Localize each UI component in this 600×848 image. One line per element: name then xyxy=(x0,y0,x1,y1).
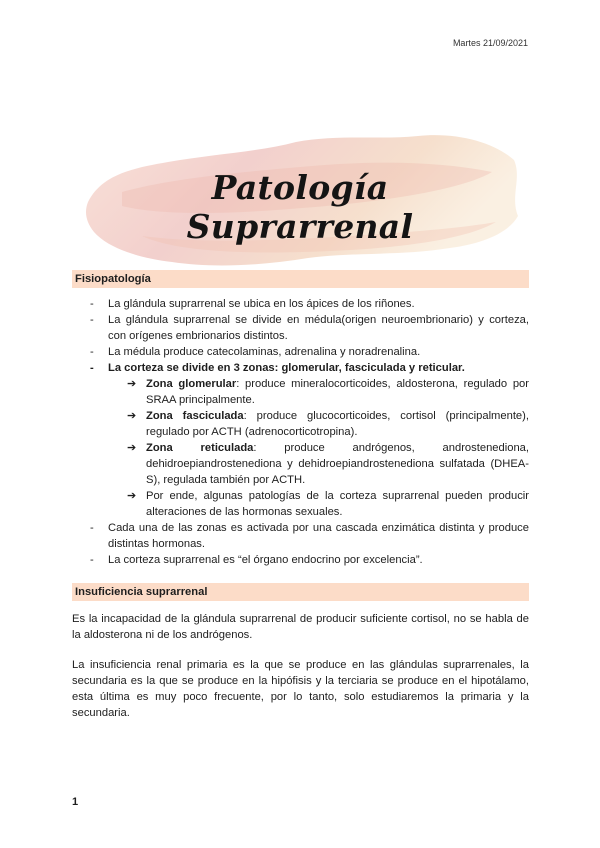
list-item-text: La corteza se divide en 3 zonas: glomerular, fasciculada y reticular. xyxy=(108,362,465,374)
list-item xyxy=(72,344,529,360)
zone-term: Zona reticulada xyxy=(146,442,254,454)
arrow-icon: ➔ xyxy=(127,410,137,422)
paragraph: Es la incapacidad de la glándula suprarrenal de producir suficiente cortisol, no se habla de la aldosterona ni de los andrógenos. xyxy=(72,613,529,641)
fisiopatologia-list xyxy=(72,296,529,568)
arrow-icon: ➔ xyxy=(127,490,137,502)
sub-list-item xyxy=(72,408,529,440)
list-item xyxy=(72,360,529,376)
list-item xyxy=(72,520,529,552)
dash-marker: - xyxy=(90,522,94,534)
list-item-text: La médula produce catecolaminas, adrenalina y noradrenalina. xyxy=(108,346,421,358)
dash-marker: - xyxy=(90,298,94,310)
sub-list-item xyxy=(72,376,529,408)
insuficiencia-content xyxy=(72,611,529,721)
sub-list-item-text: Por ende, algunas patologías de la corteza suprarrenal pueden producir alteraciones de las hormonas sexuales. xyxy=(146,490,529,518)
page-title: Patología Suprarrenal xyxy=(186,168,414,246)
dash-marker: - xyxy=(90,362,94,374)
dash-marker: - xyxy=(90,346,94,358)
list-item xyxy=(72,312,529,344)
list-item-text: La corteza suprarrenal es “el órgano endocrino por excelencia”. xyxy=(108,554,423,566)
document-date: Martes 21/09/2021 xyxy=(452,38,528,48)
section-heading-insuficiencia: Insuficiencia suprarrenal xyxy=(72,583,529,601)
zone-term: Zona fasciculada xyxy=(146,410,244,422)
dash-marker: - xyxy=(90,554,94,566)
list-item-text: La glándula suprarrenal se divide en médula(origen neuroembrionario) y corteza, con orígenes embrionarios distintos. xyxy=(108,314,529,342)
sub-list-item-text: : produce andrógenos, androstenediona, dehidroepiandrostenediona y dehidroepiandrostenediona sulfatada (DHEA-S), regulada también por ACTH. xyxy=(146,442,530,486)
paragraph: La insuficiencia renal primaria es la que se produce en las glándulas suprarrenales, la secundaria es la que se produce en la hipófisis y la terciaria se produce en el hipotálamo, esta última es muy poco frecuente, por lo tanto, solo estudiaremos la primaria y la secundaria. xyxy=(72,659,529,719)
sub-list-item-text: : produce mineralocorticoides, aldosterona, regulado por SRAA principalmente. xyxy=(146,378,529,406)
sub-list-item xyxy=(72,488,529,520)
arrow-icon: ➔ xyxy=(127,378,137,390)
list-item-text: Cada una de las zonas es activada por una cascada enzimática distinta y produce distintas hormonas. xyxy=(108,522,529,550)
sub-list-item xyxy=(72,440,529,488)
section-heading-fisiopatologia: Fisiopatología xyxy=(72,270,529,288)
list-item xyxy=(72,552,529,568)
arrow-icon: ➔ xyxy=(127,442,137,454)
list-item xyxy=(72,296,529,312)
fisiopatologia-content xyxy=(72,296,529,568)
zone-term: Zona glomerular xyxy=(146,378,237,390)
list-item-text: La glándula suprarrenal se ubica en los ápices de los riñones. xyxy=(108,298,415,310)
page-number: 1 xyxy=(72,796,79,808)
dash-marker: - xyxy=(90,314,94,326)
sub-list-item-text: : produce glucocorticoides, cortisol (principalmente), regulado por ACTH (adrenocorticotropina). xyxy=(146,410,529,438)
